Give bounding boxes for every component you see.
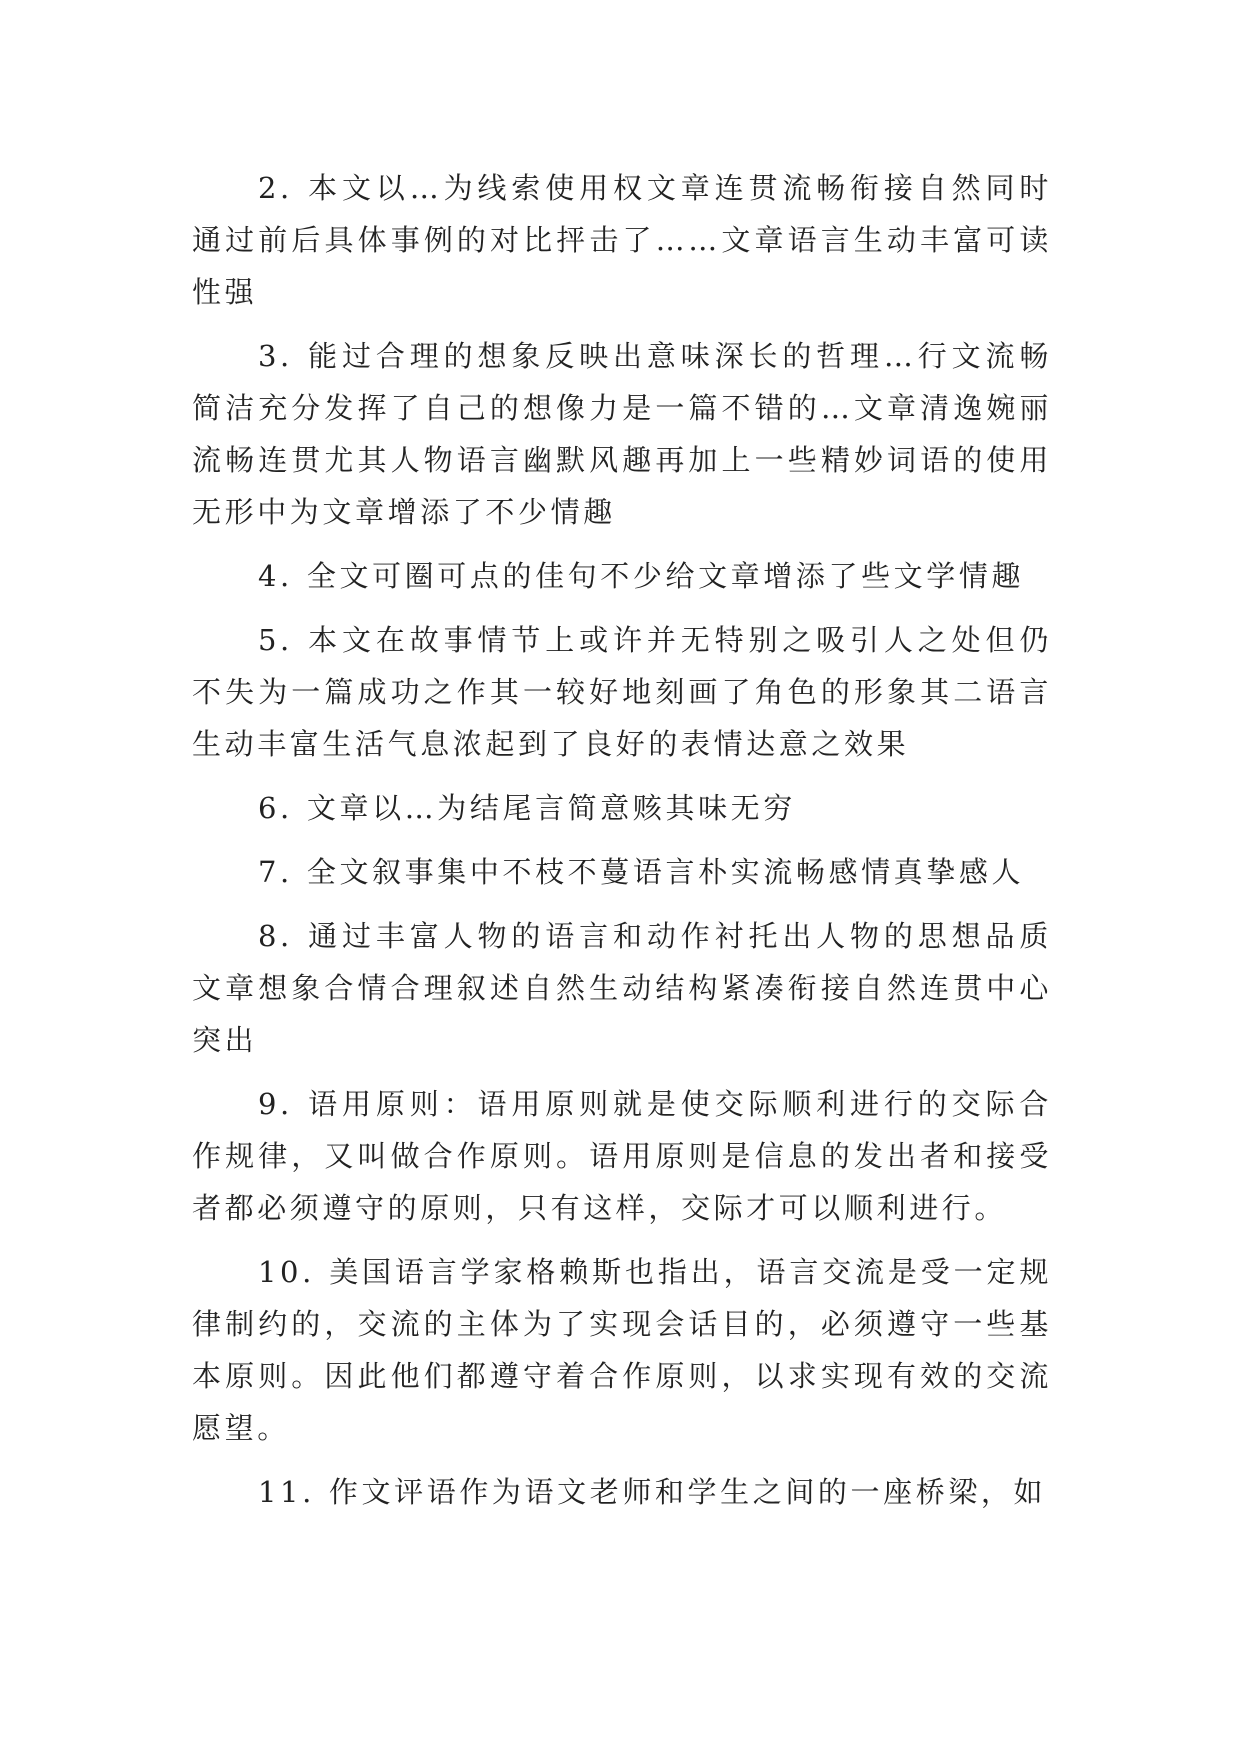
paragraph-6 <box>192 782 1052 834</box>
paragraph-8 <box>192 910 1052 1066</box>
paragraph-text: 文章以…为结尾言简意赅其味无穷 <box>306 791 796 825</box>
paragraph-4 <box>192 550 1052 602</box>
paragraph-number: 5. <box>258 623 293 657</box>
paragraph-7 <box>192 846 1052 898</box>
paragraph-11 <box>192 1466 1052 1518</box>
paragraph-3 <box>192 330 1052 538</box>
paragraph-number: 11. <box>258 1475 315 1509</box>
paragraph-number: 7. <box>258 855 293 889</box>
paragraph-text: 全文叙事集中不枝不蔓语言朴实流畅感情真挚感人 <box>306 855 1025 889</box>
paragraph-text: 本文以…为线索使用权文章连贯流畅衔接自然同时通过前后具体事例的对比抨击了……文章语言生动丰富可读性强 <box>192 171 1052 309</box>
paragraph-text: 全文可圈可点的佳句不少给文章增添了些文学情趣 <box>306 559 1025 593</box>
paragraph-text: 作文评语作为语文老师和学生之间的一座桥梁，如 <box>328 1475 1047 1509</box>
paragraph-9 <box>192 1078 1052 1234</box>
paragraph-number: 6. <box>258 791 293 825</box>
paragraph-number: 10. <box>258 1255 315 1289</box>
paragraph-number: 4. <box>258 559 293 593</box>
paragraph-text: 通过丰富人物的语言和动作衬托出人物的思想品质文章想象合情合理叙述自然生动结构紧凑衔接自然连贯中心突出 <box>192 919 1052 1057</box>
paragraph-number: 9. <box>258 1087 293 1121</box>
paragraph-5 <box>192 614 1052 770</box>
paragraph-number: 3. <box>258 339 293 373</box>
paragraph-10 <box>192 1246 1052 1454</box>
paragraph-text: 能过合理的想象反映出意味深长的哲理…行文流畅简洁充分发挥了自己的想像力是一篇不错的…文章清逸婉丽流畅连贯尤其人物语言幽默风趣再加上一些精妙词语的使用无形中为文章增添了不少情趣 <box>192 339 1052 529</box>
paragraph-number: 8. <box>258 919 293 953</box>
paragraph-text: 语用原则：语用原则就是使交际顺利进行的交际合作规律，又叫做合作原则。语用原则是信息的发出者和接受者都必须遵守的原则，只有这样，交际才可以顺利进行。 <box>192 1087 1052 1225</box>
document-body <box>192 162 1052 1530</box>
paragraph-text: 本文在故事情节上或许并无特别之吸引人之处但仍不失为一篇成功之作其一较好地刻画了角色的形象其二语言生动丰富生活气息浓起到了良好的表情达意之效果 <box>192 623 1052 761</box>
paragraph-text: 美国语言学家格赖斯也指出，语言交流是受一定规律制约的，交流的主体为了实现会话目的，必须遵守一些基本原则。因此他们都遵守着合作原则，以求实现有效的交流愿望。 <box>192 1255 1052 1445</box>
paragraph-number: 2. <box>258 171 293 205</box>
paragraph-2 <box>192 162 1052 318</box>
